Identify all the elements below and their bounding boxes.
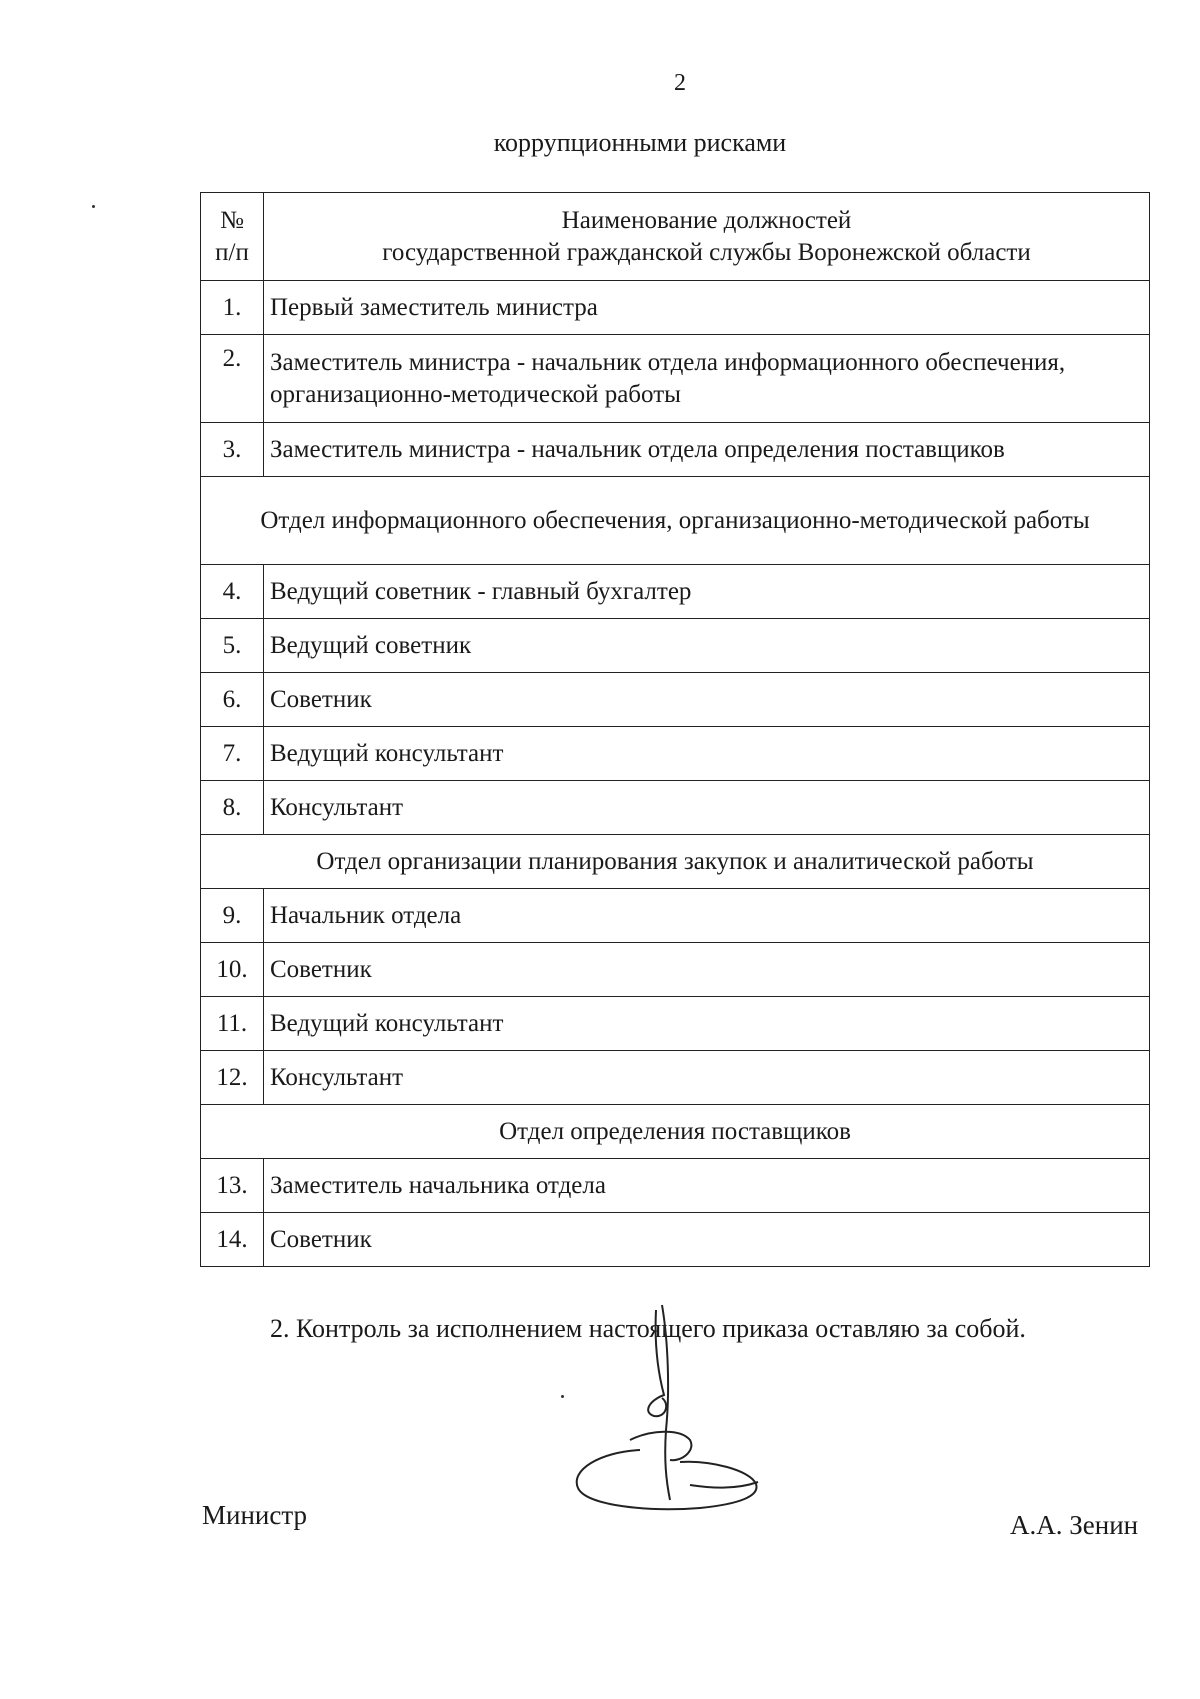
signatory-title: Министр [202,1500,307,1530]
table-row [201,943,1150,997]
scan-speck [561,1395,564,1398]
title-column-header [264,193,1150,281]
row-number: 2. [201,335,264,423]
table-header-row [201,193,1150,281]
table-row [201,889,1150,943]
position-name: Начальник отдела [264,889,1150,943]
signatory-name: А.А. Зенин [1010,1510,1139,1540]
page-number: 2 [674,70,686,96]
table-row [201,727,1150,781]
row-number: 10. [201,943,264,997]
table-row [201,781,1150,835]
position-name: Консультант [264,1051,1150,1105]
section-title: Отдел организации планирования закупок и аналитической работы [201,835,1150,889]
section-row [201,477,1150,565]
table-row [201,335,1150,423]
row-number: 9. [201,889,264,943]
row-number: 12. [201,1051,264,1105]
position-name: Заместитель начальника отдела [264,1159,1150,1213]
row-number: 5. [201,619,264,673]
row-number: 6. [201,673,264,727]
row-number: 13. [201,1159,264,1213]
table-row [201,281,1150,335]
title-header-line-2: государственной гражданской службы Воронежской области [382,238,1031,266]
handwritten-signature [570,1300,770,1530]
table-row [201,997,1150,1051]
section-title: Отдел информационного обеспечения, организационно-методической работы [201,477,1150,565]
table-row [201,1051,1150,1105]
position-name: Заместитель министра - начальник отдела определения поставщиков [264,423,1150,477]
title-header-line-1: Наименование должностей [561,206,852,234]
table-row [201,673,1150,727]
table-row [201,565,1150,619]
row-number: 4. [201,565,264,619]
position-name: Ведущий консультант [264,727,1150,781]
row-number: 8. [201,781,264,835]
table-row [201,1159,1150,1213]
section-row [201,835,1150,889]
position-name: Советник [264,1213,1150,1267]
position-name: Ведущий советник [264,619,1150,673]
number-column-header [201,193,264,281]
position-name: Заместитель министра - начальник отдела информационного обеспечения, организационно-методической работы [264,335,1150,423]
position-name: Консультант [264,781,1150,835]
position-name: Первый заместитель министра [264,281,1150,335]
position-name: Советник [264,943,1150,997]
number-header-line-1: № [220,206,244,234]
row-number: 3. [201,423,264,477]
table-row [201,423,1150,477]
number-header-line-2: п/п [215,238,249,266]
section-title: Отдел определения поставщиков [201,1105,1150,1159]
closing-clause: 2. Контроль за исполнением настоящего приказа оставляю за собой. [270,1314,1026,1343]
document-heading: коррупционными рисками [493,128,787,157]
table-row [201,1213,1150,1267]
row-number: 11. [201,997,264,1051]
row-number: 7. [201,727,264,781]
positions-table [200,192,1150,1267]
position-name: Ведущий консультант [264,997,1150,1051]
table-row [201,619,1150,673]
row-number: 1. [201,281,264,335]
row-number: 14. [201,1213,264,1267]
scan-speck [92,205,95,208]
section-row [201,1105,1150,1159]
position-name: Ведущий советник - главный бухгалтер [264,565,1150,619]
position-name: Советник [264,673,1150,727]
